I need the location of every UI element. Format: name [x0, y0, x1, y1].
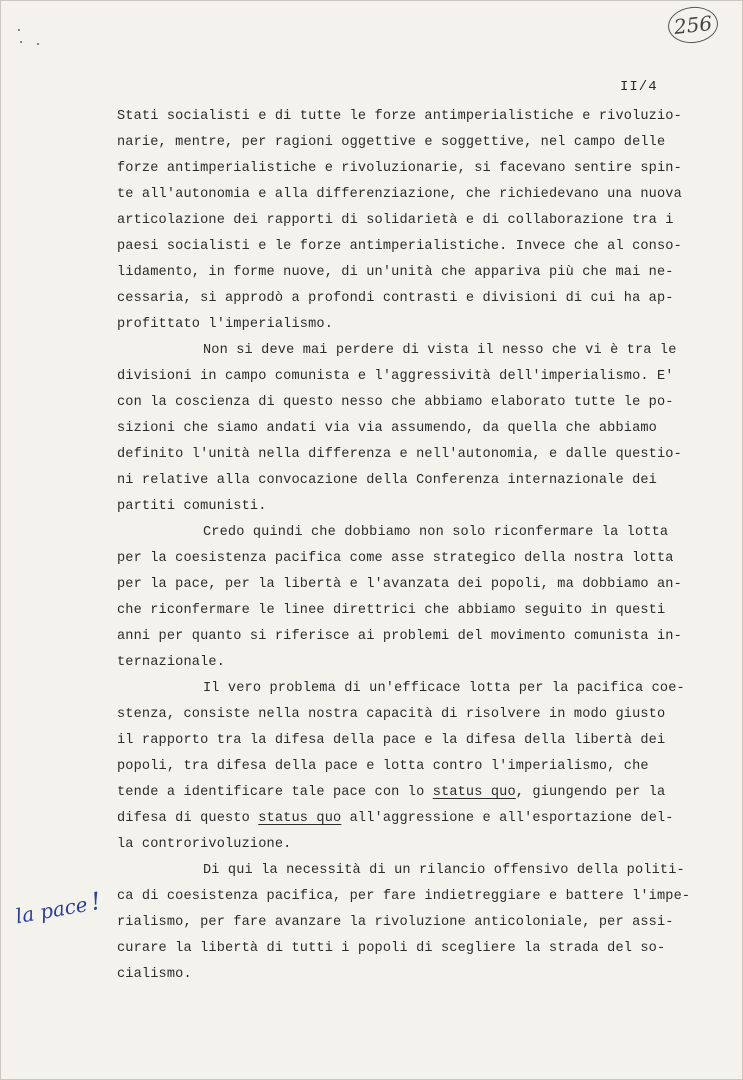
text-line: cessaria, si approdò a profondi contrasti e divisioni di cui ha ap- — [117, 291, 674, 306]
text-line: definito l'unità nella differenza e nell'autonomia, e dalle questio- — [117, 447, 682, 462]
text-line: paesi socialisti e le forze antimperialistiche. Invece che al conso- — [117, 239, 682, 254]
text-line: ni relative alla convocazione della Conferenza internazionale dei — [117, 473, 657, 488]
text-line: il rapporto tra la difesa della pace e la difesa della libertà dei — [117, 733, 666, 748]
text-line: rialismo, per fare avanzare la rivoluzione anticoloniale, per assi- — [117, 915, 674, 930]
text-line: ternazionale. — [117, 655, 225, 670]
text-line: narie, mentre, per ragioni oggettive e soggettive, nel campo delle — [117, 135, 666, 150]
text-line: divisioni in campo comunista e l'aggressività dell'imperialismo. E' — [117, 369, 674, 384]
text-line: ca di coesistenza pacifica, per fare indietreggiare e battere l'impe- — [117, 889, 691, 904]
text-line: anni per quanto si riferisce ai problemi del movimento comunista in- — [117, 629, 682, 644]
text-line: forze antimperialistiche e rivoluzionarie, si facevano sentire spin- — [117, 161, 682, 176]
text-line: la controrivoluzione. — [117, 837, 292, 852]
text-line: con la coscienza di questo nesso che abbiamo elaborato tutte le po- — [117, 395, 674, 410]
text-line: cialismo. — [117, 967, 192, 982]
text-line: per la pace, per la libertà e l'avanzata dei popoli, ma dobbiamo an- — [117, 577, 682, 592]
text-line — [117, 806, 727, 832]
handwritten-margin-note — [13, 887, 103, 930]
text-line: profittato l'imperialismo. — [117, 317, 333, 332]
underlined-term: status quo — [258, 811, 342, 826]
text-segment: , giungendo per la — [515, 785, 666, 800]
paragraph-start-line: Non si deve mai perdere di vista il nesso che vi è tra le — [203, 343, 677, 358]
archive-page-number-stamp: 256 — [666, 4, 719, 45]
text-line: per la coesistenza pacifica come asse strategico della nostra lotta — [117, 551, 674, 566]
text-line: curare la libertà di tutti i popoli di scegliere la strada del so- — [117, 941, 666, 956]
text-segment: difesa di questo — [117, 811, 259, 826]
text-line: che riconfermare le linee direttrici che abbiamo seguito in questi — [117, 603, 666, 618]
text-line: articolazione dei rapporti di solidarietà e di collaborazione tra i — [117, 213, 674, 228]
margin-note-exclamation: ! — [88, 886, 103, 916]
text-line: Stati socialisti e di tutte le forze antimperialistiche e rivoluzio- — [117, 109, 682, 124]
underlined-term: status quo — [432, 785, 516, 800]
text-line: popoli, tra difesa della pace e lotta contro l'imperialismo, che — [117, 759, 649, 774]
text-segment: all'aggressione e all'esportazione del- — [341, 811, 674, 826]
text-line: te all'autonomia e alla differenziazione, che richiedevano una nuova — [117, 187, 682, 202]
text-segment: tende a identificare tale pace con lo — [117, 785, 433, 800]
typewritten-body — [117, 104, 727, 988]
paragraph-start-line: Il vero problema di un'efficace lotta per la pacifica coe- — [203, 681, 685, 696]
text-line: sizioni che siamo andati via via assumendo, da quella che abbiamo — [117, 421, 657, 436]
page-reference: II/4 — [620, 79, 658, 95]
text-line: partiti comunisti. — [117, 499, 267, 514]
text-line — [117, 780, 727, 806]
paragraph-start-line: Di qui la necessità di un rilancio offensivo della politi- — [203, 863, 685, 878]
margin-note-text: la pace — [13, 892, 90, 929]
paragraph-start-line: Credo quindi che dobbiamo non solo riconfermare la lotta — [203, 525, 669, 540]
text-line: lidamento, in forme nuove, di un'unità che appariva più che mai ne- — [117, 265, 674, 280]
text-line: stenza, consiste nella nostra capacità di risolvere in modo giusto — [117, 707, 666, 722]
